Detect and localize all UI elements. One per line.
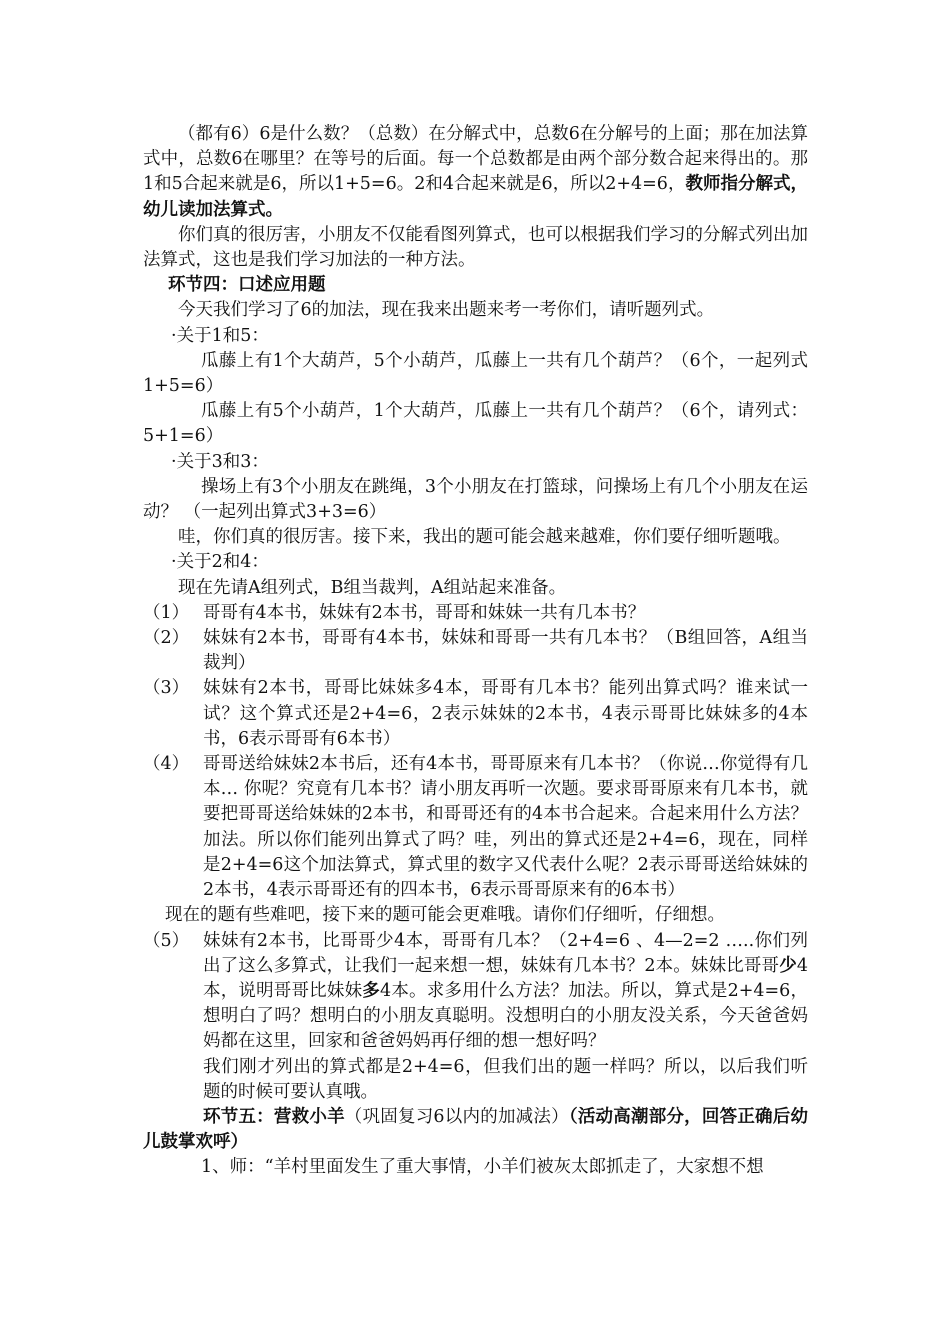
section-heading-5-subtitle: （巩固复习6以内的加减法） — [344, 1106, 569, 1127]
paragraph-1 — [143, 122, 808, 223]
section-heading-5-note: （活动高潮部分，回答正确后幼儿鼓掌欢呼） — [143, 1106, 809, 1153]
list-item-text: 妹妹有2本书，哥哥有4本书，妹妹和哥哥一共有几本书？（B组回答，A组当裁判） — [203, 628, 808, 674]
list-item-number: （3） — [143, 678, 190, 699]
list-item-text: 妹妹有2本书，哥哥比妹妹多4本，哥哥有几本书？能列出算式吗？谁来试一试？这个算式还是2+4=6，2表示妹妹的2本书，4表示哥哥比妹妹多的4本书，6表示哥哥有6本书） — [203, 678, 808, 749]
bullet-1-and-5: ·关于1和5： — [171, 325, 269, 346]
document-body — [143, 122, 808, 1181]
item-5-text-c: 4本。求多用什么方法？加法。所以，算式是2+4=6，想明白了吗？想明白的小朋友真聪明。没想明白的小朋友没关系，今天爸爸妈妈都在这里，回家和爸爸妈妈再仔细的想一想好吗？ — [203, 980, 808, 1052]
question-2: 瓜藤上有5个小葫芦，1个大葫芦，瓜藤上一共有几个葫芦？（6个，请列式：5+1=6） — [143, 401, 808, 447]
list-item — [143, 626, 808, 676]
section-heading-5-title: 环节五：营救小羊 — [203, 1106, 345, 1127]
item-5-bold-a: 少 — [779, 955, 797, 976]
paragraph-6: 现在的题有些难吧，接下来的题可能会更难哦。请你们仔细听，仔细想。 — [165, 905, 725, 926]
list-item-number: （2） — [143, 628, 190, 649]
bullet-3-and-3: ·关于3和3： — [171, 451, 269, 472]
paragraph-5: 现在先请A组列式，B组当裁判，A组站起来准备。 — [178, 577, 567, 598]
list-item-text — [203, 929, 808, 1055]
list-item — [143, 601, 808, 626]
list-item-number: （5） — [143, 930, 190, 951]
question-3: 操场上有3个小朋友在跳绳，3个小朋友在打篮球，问操场上有几个小朋友在运动？ （一起列出算式3+3=6） — [143, 476, 808, 523]
list-item — [143, 929, 808, 1055]
list-item-text: 哥哥送给妹妹2本书后，还有4本书，哥哥原来有几本书？（你说…你觉得有几本… 你呢？究竟有几本书？请小朋友再听一次题。要求哥哥原来有几本书，就要把哥哥送给妹妹的2本书，和哥哥还有的4本书合起来。合起来用什么方法？加法。所以你们能列出算式了吗？哇，列出的算式还是2+4=6，现在，同样是2+4=6这个加法算式，算式里的数字又代表什么呢？2表示哥哥送给妹妹的2本书，4表示哥哥还有的四本书，6表示哥哥原来有的6本书） — [203, 754, 808, 901]
item-5-text-b: 4本，说明哥哥比妹妹 — [203, 955, 808, 1001]
item-5-bold-b: 多 — [362, 980, 380, 1001]
list-item-text: 哥哥有4本书，妹妹有2本书，哥哥和妹妹一共有几本书？ — [203, 602, 646, 623]
paragraph-1-text: （都有6）6是什么数？（总数）在分解式中，总数6在分解号的上面；那在加法算式中，总数6在哪里？在等号的后面。每一个总数都是由两个部分数合起来得出的。那1和5合起来就是6，所以1+5=6。2和4合起来就是6，所以2+4=6， — [143, 124, 808, 195]
section-heading-5 — [143, 1105, 808, 1155]
list-item — [143, 752, 808, 903]
list-item-number: （4） — [143, 754, 190, 775]
paragraph-2: 你们真的很厉害，小朋友不仅能看图列算式，也可以根据我们学习的分解式列出加法算式，这也是我们学习加法的一种方法。 — [143, 224, 808, 271]
question-1: 瓜藤上有1个大葫芦，5个小葫芦，瓜藤上一共有几个葫芦？（6个，一起列式1+5=6） — [143, 350, 808, 397]
paragraph-3: 今天我们学习了6的加法，现在我来出题来考一考你们，请听题列式。 — [178, 300, 715, 321]
list-item — [143, 676, 808, 752]
list-item-number: （1） — [143, 602, 190, 623]
section-heading-4: 环节四：口述应用题 — [168, 275, 326, 296]
paragraph-8: 1、师：“羊村里面发生了重大事情，小羊们被灰太郎抓走了，大家想不想 — [201, 1157, 764, 1178]
paragraph-1-bold: 教师指分解式，幼儿读加法算式。 — [143, 174, 808, 220]
item-5-text-a: 妹妹有2本书，比哥哥少4本，哥哥有几本？（2+4=6 、4—2=2 …..你们列出了这么多算式，让我们一起来想一想，妹妹有几本书？2本。妹妹比哥哥 — [203, 930, 808, 976]
paragraph-7: 我们刚才列出的算式都是2+4=6，但我们出的题一样吗？所以，以后我们听题的时候可要认真哦。 — [203, 1056, 808, 1102]
bullet-2-and-4: ·关于2和4： — [171, 552, 269, 573]
paragraph-4: 哇，你们真的很厉害。接下来，我出的题可能会越来越难，你们要仔细听题哦。 — [178, 527, 791, 548]
